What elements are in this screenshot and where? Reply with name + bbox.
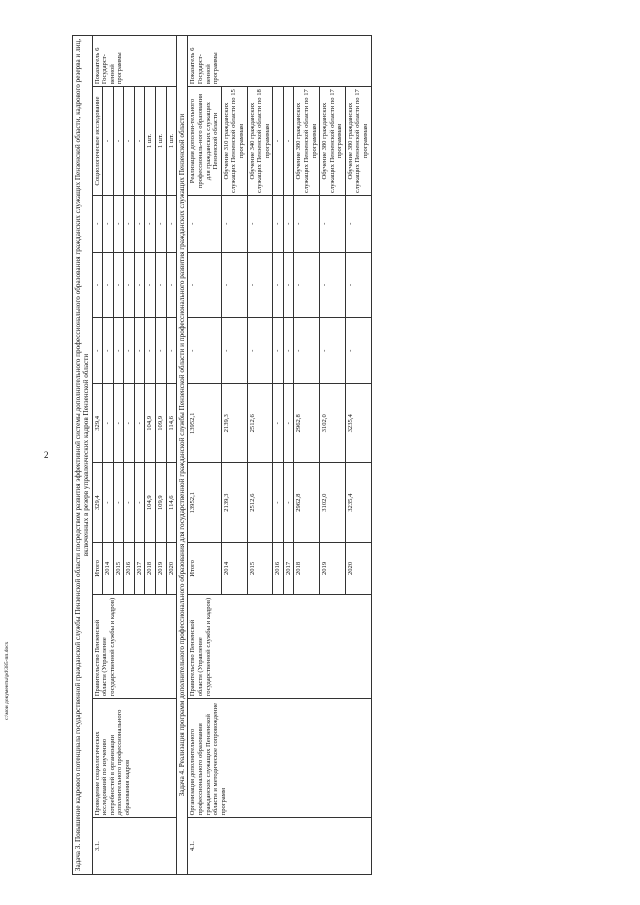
- cell-mun: -: [320, 252, 346, 318]
- cell-reg: 2512,6: [247, 384, 273, 463]
- cell-year: 2018: [145, 542, 156, 594]
- cell-fed: -: [92, 318, 103, 384]
- cell-total: 2962,8: [294, 463, 320, 542]
- cell-mun: -: [103, 252, 114, 318]
- cell-reg: 2139,3: [221, 384, 247, 463]
- cell-reg: -: [103, 384, 114, 463]
- task4-section: [177, 36, 371, 875]
- cell-fed: -: [134, 318, 145, 384]
- table-row: [92, 36, 103, 875]
- cell-reg: -: [124, 384, 135, 463]
- cell-total: 329,4: [92, 463, 103, 542]
- cell-mun: -: [283, 252, 294, 318]
- cell-total: -: [134, 463, 145, 542]
- activity-name: Проведение социологических исследований по изучению потребностей в организации дополнительного профессионального образования кадров: [92, 699, 177, 818]
- cell-fed: -: [345, 318, 371, 384]
- task3-title: Задача 3. Повышение кадрового потенциала государственной гражданской службы Пензенской области посредством развития эффективной системы дополнительного профессионального образования гражданских служащих Пензенской области, кадрового резерва и лиц, включенных в резерв управленческих кадров Пензенской области: [73, 36, 93, 875]
- cell-fed: -: [188, 318, 221, 384]
- cell-other: -: [145, 195, 156, 252]
- cell-year: 2014: [103, 542, 114, 594]
- cell-mun: -: [247, 252, 273, 318]
- cell-total: 104,9: [145, 463, 156, 542]
- cell-total: 2512,6: [247, 463, 273, 542]
- cell-reg: 109,9: [156, 384, 167, 463]
- cell-total: 13952,1: [188, 463, 221, 542]
- task3-section: [73, 36, 177, 875]
- page-number: 2: [44, 450, 49, 460]
- cell-other: -: [92, 195, 103, 252]
- cell-fed: -: [145, 318, 156, 384]
- cell-result: Обучение 380 гражданских служащих Пензенской области по 17 программам: [294, 87, 320, 196]
- cell-mun: -: [145, 252, 156, 318]
- cell-reg: -: [273, 384, 284, 463]
- cell-reg: 104,9: [145, 384, 156, 463]
- cell-result: 1 шт.: [145, 87, 156, 196]
- cell-result: Социологическое исследование: [92, 87, 103, 196]
- cell-result: -: [134, 87, 145, 196]
- cell-mun: -: [124, 252, 135, 318]
- cell-year: 2014: [221, 542, 247, 594]
- cell-year: 2020: [166, 542, 177, 594]
- cell-result: 1 шт.: [156, 87, 167, 196]
- executor-name: Правительство Пензенской области (Управление государственной службы и кадров): [188, 595, 371, 699]
- cell-mun: -: [221, 252, 247, 318]
- cell-other: -: [166, 195, 177, 252]
- cell-other: -: [320, 195, 346, 252]
- cell-fed: -: [124, 318, 135, 384]
- cell-mun: -: [166, 252, 177, 318]
- cell-reg: -: [283, 384, 294, 463]
- cell-year: 2016: [273, 542, 284, 594]
- cell-fed: -: [103, 318, 114, 384]
- cell-reg: 2962,8: [294, 384, 320, 463]
- cell-total: 114,6: [166, 463, 177, 542]
- activity-number: 4.1.: [188, 818, 371, 875]
- cell-result: -: [273, 87, 284, 196]
- cell-total: -: [113, 463, 124, 542]
- cell-mun: -: [188, 252, 221, 318]
- cell-reg: 114,6: [166, 384, 177, 463]
- cell-result: Обучение 340 гражданских служащих Пензенской области по 18 программам: [247, 87, 273, 196]
- cell-year: 2015: [247, 542, 273, 594]
- cell-fed: -: [273, 318, 284, 384]
- cell-result: -: [283, 87, 294, 196]
- cell-other: -: [221, 195, 247, 252]
- cell-result: -: [103, 87, 114, 196]
- cell-total: 2139,3: [221, 463, 247, 542]
- cell-mun: -: [273, 252, 284, 318]
- task4-title: Задача 4. Реализация программ дополнительного профессионального образования для государственной гражданской службы Пензенской области и профессионального развития гражданских служащих Пензенской области: [177, 36, 188, 875]
- cell-other: -: [294, 195, 320, 252]
- cell-total: 109,9: [156, 463, 167, 542]
- indicator-ref: Показатель 6 Государст-венной программы: [92, 36, 177, 87]
- cell-other: -: [188, 195, 221, 252]
- cell-other: -: [283, 195, 294, 252]
- cell-mun: -: [345, 252, 371, 318]
- program-activities-table: [72, 35, 372, 875]
- cell-total: 3235,4: [345, 463, 371, 542]
- cell-year: 2017: [283, 542, 294, 594]
- indicator-ref: Показатель 6 Государст-венной программы: [188, 36, 371, 87]
- cell-reg: 13952,1: [188, 384, 221, 463]
- cell-other: -: [156, 195, 167, 252]
- cell-total: -: [124, 463, 135, 542]
- cell-mun: -: [294, 252, 320, 318]
- table-row: [188, 36, 221, 875]
- cell-year: 2020: [345, 542, 371, 594]
- cell-total: -: [103, 463, 114, 542]
- cell-mun: -: [156, 252, 167, 318]
- cell-fed: -: [221, 318, 247, 384]
- cell-reg: 3235,4: [345, 384, 371, 463]
- cell-other: -: [247, 195, 273, 252]
- cell-fed: -: [294, 318, 320, 384]
- executor-name: Правительство Пензенской области (Управление государственной службы и кадров): [92, 595, 177, 699]
- cell-fed: -: [113, 318, 124, 384]
- cell-fed: -: [283, 318, 294, 384]
- cell-other: -: [345, 195, 371, 252]
- cell-fed: -: [247, 318, 273, 384]
- cell-other: -: [103, 195, 114, 252]
- cell-total: -: [283, 463, 294, 542]
- cell-result: Обучение 310 гражданских служащих Пензенской области по 15 программам: [221, 87, 247, 196]
- cell-other: -: [134, 195, 145, 252]
- cell-total: -: [273, 463, 284, 542]
- cell-fed: -: [156, 318, 167, 384]
- cell-reg: -: [113, 384, 124, 463]
- cell-total: 3102,0: [320, 463, 346, 542]
- cell-other: -: [124, 195, 135, 252]
- cell-year: 2016: [124, 542, 135, 594]
- cell-other: -: [113, 195, 124, 252]
- cell-mun: -: [134, 252, 145, 318]
- cell-result: 1 шт.: [166, 87, 177, 196]
- cell-result: -: [124, 87, 135, 196]
- cell-reg: 3102,0: [320, 384, 346, 463]
- cell-fed: -: [320, 318, 346, 384]
- file-path-footer: c:\мои документы\pd\385-пп.docx: [4, 641, 10, 720]
- cell-result: Обучение 380 гражданских служащих Пензенской области по 17 программам: [345, 87, 371, 196]
- cell-result: Обучение 380 гражданских служащих Пензенской области по 17 программам: [320, 87, 346, 196]
- cell-result: -: [113, 87, 124, 196]
- activity-number: 3.1.: [92, 818, 177, 875]
- cell-year: 2019: [320, 542, 346, 594]
- cell-year: 2017: [134, 542, 145, 594]
- cell-reg: -: [134, 384, 145, 463]
- cell-result: Реализация дополни-тельного профессиональ-ного образования для гражданских служащих Пензенской области: [188, 87, 221, 196]
- cell-year: 2015: [113, 542, 124, 594]
- cell-other: -: [273, 195, 284, 252]
- cell-year: Итого: [188, 542, 221, 594]
- activity-name: Организация дополнительного профессионального образования гражданских служащих Пензенской области и методическое сопровождение программ: [188, 699, 371, 818]
- cell-mun: -: [113, 252, 124, 318]
- rotated-table-wrapper: [72, 35, 612, 875]
- cell-year: 2019: [156, 542, 167, 594]
- cell-reg: 329,4: [92, 384, 103, 463]
- cell-mun: -: [92, 252, 103, 318]
- cell-year: Итого: [92, 542, 103, 594]
- cell-year: 2018: [294, 542, 320, 594]
- cell-fed: -: [166, 318, 177, 384]
